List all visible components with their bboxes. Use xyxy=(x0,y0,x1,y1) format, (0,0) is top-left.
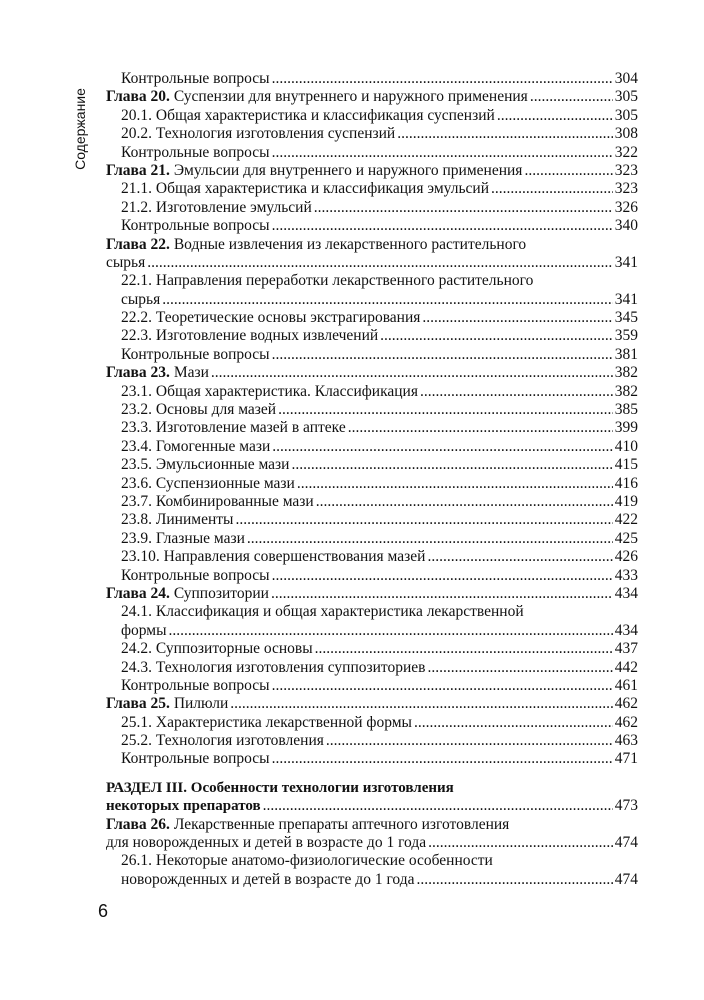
toc-chapter-continuation: для новорожденных и детей в возрасте до 1 года ..... 474 xyxy=(106,834,638,852)
running-header-label: Содержание xyxy=(72,88,88,170)
toc-entry: 23.1. Общая характеристика. Классификация ..... 382 xyxy=(106,383,638,401)
toc-entry: 23.4. Гомогенные мази ..... 410 xyxy=(106,438,638,456)
toc-entry-continuation: сырья ..... 341 xyxy=(106,291,638,309)
toc-entry: 23.10. Направления совершенствования мазей ..... 426 xyxy=(106,548,638,566)
toc-entry: 23.6. Суспензионные мази ..... 416 xyxy=(106,475,638,493)
toc-entry: 23.3. Изготовление мазей в аптеке ..... 399 xyxy=(106,419,638,437)
table-of-contents xyxy=(106,70,638,889)
toc-entry: 25.2. Технология изготовления ..... 463 xyxy=(106,732,638,750)
toc-chapter: Глава 25. Пилюли ..... 462 xyxy=(106,695,638,713)
toc-chapter: Глава 20. Суспензии для внутреннего и наружного применения ..... 305 xyxy=(106,88,638,106)
toc-chapter-continuation: сырья ..... 341 xyxy=(106,254,638,272)
toc-chapter: Глава 24. Суппозитории ..... 434 xyxy=(106,585,638,603)
toc-entry: 24.3. Технология изготовления суппозиториев ..... 442 xyxy=(106,659,638,677)
toc-chapter: Глава 21. Эмульсии для внутреннего и наружного применения ..... 323 xyxy=(106,162,638,180)
toc-entry: 22.1. Направления переработки лекарственного растительного xyxy=(121,272,534,290)
toc-entry: 21.2. Изготовление эмульсий ..... 326 xyxy=(106,199,638,217)
toc-entry: Контрольные вопросы ..... 381 xyxy=(106,346,638,364)
toc-entry: 24.1. Классификация и общая характеристика лекарственной xyxy=(121,603,524,621)
toc-entry: 23.7. Комбинированные мази ..... 419 xyxy=(106,493,638,511)
toc-entry: 23.2. Основы для мазей ..... 385 xyxy=(106,401,638,419)
toc-chapter: Глава 26. Лекарственные препараты аптечного изготовления xyxy=(106,815,510,833)
toc-entry: Контрольные вопросы ..... 471 xyxy=(106,750,638,768)
toc-entry: 26.1. Некоторые анатомо-физиологические особенности xyxy=(121,852,493,870)
toc-entry: 20.1. Общая характеристика и классификация суспензий ..... 305 xyxy=(106,107,638,125)
toc-chapter: Глава 22. Водные извлечения из лекарственного растительного xyxy=(106,235,527,253)
toc-entry: Контрольные вопросы ..... 461 xyxy=(106,677,638,695)
toc-entry: Контрольные вопросы ..... 304 xyxy=(106,70,638,88)
toc-entry-continuation: новорожденных и детей в возрасте до 1 года ..... 474 xyxy=(106,871,638,889)
toc-entry: 25.1. Характеристика лекарственной формы ..... 462 xyxy=(106,714,638,732)
toc-entry: 22.3. Изготовление водных извлечений ..... 359 xyxy=(106,327,638,345)
toc-section-continuation: некоторых препаратов ..... 473 xyxy=(106,797,638,815)
toc-entry: 24.2. Суппозиторные основы ..... 437 xyxy=(106,640,638,658)
running-header xyxy=(70,74,90,184)
section-gap xyxy=(106,769,638,779)
toc-entry: 23.5. Эмульсионные мази ..... 415 xyxy=(106,456,638,474)
toc-entry: 23.9. Глазные мази ..... 425 xyxy=(106,530,638,548)
page-number: 6 xyxy=(98,901,109,921)
toc-section: РАЗДЕЛ III. Особенности технологии изготовления xyxy=(106,779,454,796)
toc-entry: Контрольные вопросы ..... 433 xyxy=(106,567,638,585)
toc-chapter: Глава 23. Мази ..... 382 xyxy=(106,364,638,382)
toc-entry: 23.8. Линименты ..... 422 xyxy=(106,511,638,529)
toc-entry: Контрольные вопросы ..... 340 xyxy=(106,217,638,235)
toc-entry: 21.1. Общая характеристика и классификация эмульсий ..... 323 xyxy=(106,180,638,198)
toc-entry-continuation: формы ..... 434 xyxy=(106,622,638,640)
toc-entry: 20.2. Технология изготовления суспензий ..... 308 xyxy=(106,125,638,143)
toc-entry: 22.2. Теоретические основы экстрагирования ..... 345 xyxy=(106,309,638,327)
toc-entry: Контрольные вопросы ..... 322 xyxy=(106,144,638,162)
